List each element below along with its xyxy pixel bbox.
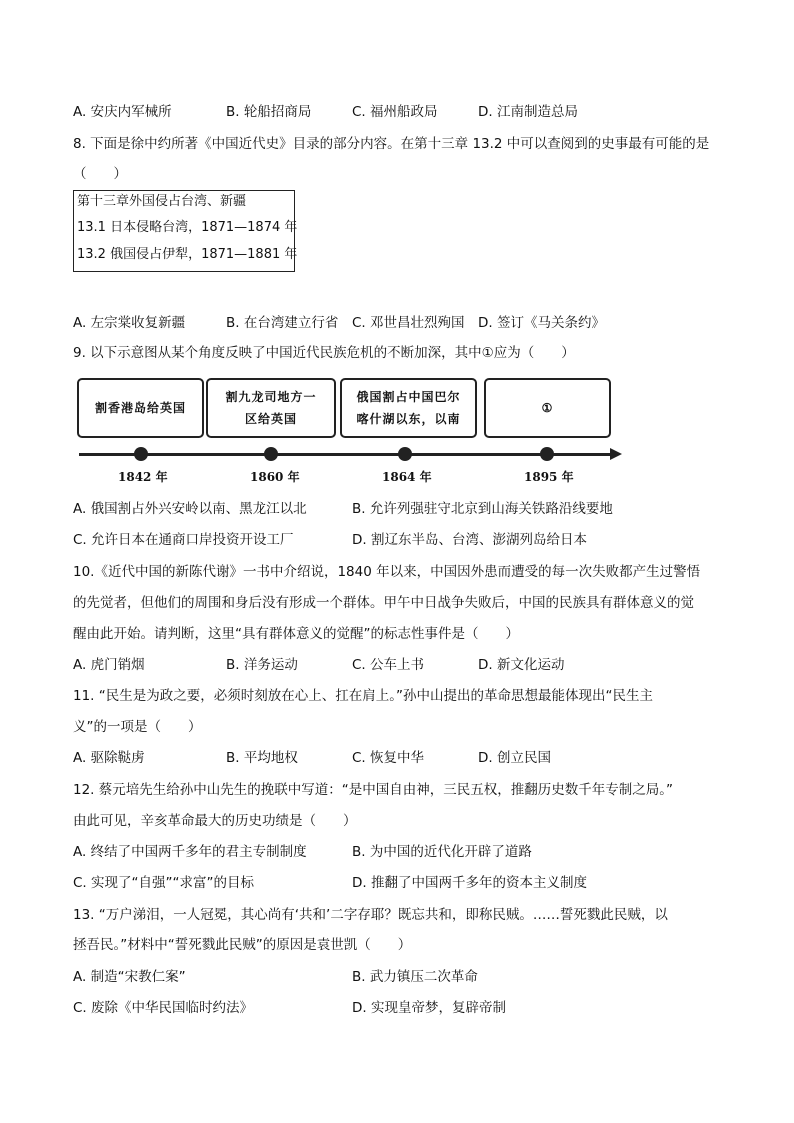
q9-option-a[interactable]: A. 俄国割占外兴安岭以南、黑龙江以北 [73,501,307,517]
timeline-dot-1864 [398,447,412,461]
q9-option-c[interactable]: C. 允许日本在通商口岸投资开设工厂 [73,532,294,548]
q10-stem-line-3: 醒由此开始。请判断，这里“具有群体意义的觉醒”的标志性事件是（ ） [73,626,519,642]
timeline-box-1864: 俄国割占中国巴尔 喀什湖以东，以南 [340,378,477,438]
q13-option-d[interactable]: D. 实现皇帝梦，复辟帝制 [352,1000,506,1016]
q10-option-b[interactable]: B. 洋务运动 [226,657,298,673]
q10-stem-line-1: 10.《近代中国的新陈代谢》一书中介绍说，1840 年以来，中国因外患而遭受的每一次失败都产生过警悟 [73,564,701,580]
q11-option-c[interactable]: C. 恢复中华 [352,750,425,766]
timeline-box-1860: 割九龙司地方一 区给英国 [206,378,336,438]
q11-option-d[interactable]: D. 创立民国 [478,750,551,766]
timeline-box-1895: ① [484,378,611,438]
timeline-dot-1842 [134,447,148,461]
catalog-chapter-title: 第十三章外国侵占台湾、新疆 [77,194,247,209]
q8-option-b[interactable]: B. 在台湾建立行省 [226,315,339,331]
q10-stem-line-2: 的先觉者，但他们的周围和身后没有形成一个群体。甲午中日战争失败后，中国的民族具有群体意义的觉 [73,595,694,611]
q9-option-d[interactable]: D. 割辽东半岛、台湾、澎湖列岛给日本 [352,532,587,548]
q9-stem: 9. 以下示意图从某个角度反映了中国近代民族危机的不断加深，其中①应为（ ） [73,345,575,361]
q12-option-d[interactable]: D. 推翻了中国两千多年的资本主义制度 [352,875,587,891]
timeline-arrow-icon [610,448,622,460]
q12-stem-line-1: 12. 蔡元培先生给孙中山先生的挽联中写道：“是中国自由神，三民五权，推翻历史数千年专制之局。” [73,782,673,798]
q11-stem-line-1: 11. “民生是为政之要，必须时刻放在心上、扛在肩上。”孙中山提出的革命思想最能体现出“民生主 [73,688,653,704]
timeline-axis [79,453,614,456]
q11-option-b[interactable]: B. 平均地权 [226,750,298,766]
timeline-dot-1895 [540,447,554,461]
q10-option-d[interactable]: D. 新文化运动 [478,657,565,673]
q9-option-b[interactable]: B. 允许列强驻守北京到山海关铁路沿线要地 [352,501,613,517]
timeline-year-1864: 1864 年 [382,470,432,484]
q7-option-c[interactable]: C. 福州船政局 [352,104,438,120]
timeline-year-1860: 1860 年 [250,470,300,484]
q10-option-a[interactable]: A. 虎门销烟 [73,657,145,673]
q7-option-d[interactable]: D. 江南制造总局 [478,104,578,120]
q12-option-a[interactable]: A. 终结了中国两千多年的君主专制制度 [73,844,307,860]
q8-catalog-box [73,190,298,272]
q12-option-b[interactable]: B. 为中国的近代化开辟了道路 [352,844,532,860]
q12-stem-line-2: 由此可见，辛亥革命最大的历史功绩是（ ） [73,813,357,829]
q10-option-c[interactable]: C. 公车上书 [352,657,425,673]
q13-stem-line-1: 13. “万户涕泪，一人冠冕，其心尚有‘共和’二字存耶？既忘共和，即称民贼。……誓死戮此民贼，以 [73,907,668,923]
q13-option-a[interactable]: A. 制造“宋教仁案” [73,969,186,985]
q11-option-a[interactable]: A. 驱除鞑虏 [73,750,145,766]
q7-option-b[interactable]: B. 轮船招商局 [226,104,312,120]
q12-option-c[interactable]: C. 实现了“自强”“求富”的目标 [73,875,254,891]
q13-stem-line-2: 拯吾民。”材料中“誓死戮此民贼”的原因是袁世凯（ ） [73,937,412,953]
catalog-section-13-2: 13.2 俄国侵占伊犁，1871—1881 年 [77,247,298,262]
q8-stem: 8. 下面是徐中约所著《中国近代史》目录的部分内容。在第十三章 13.2 中可以查阅到的史事最有可能的是 [73,136,710,152]
timeline-year-1895: 1895 年 [524,470,574,484]
timeline-dot-1860 [264,447,278,461]
q8-option-c[interactable]: C. 邓世昌壮烈殉国 [352,315,465,331]
q9-timeline-diagram [74,378,634,488]
timeline-year-1842: 1842 年 [118,470,168,484]
q8-option-a[interactable]: A. 左宗棠收复新疆 [73,315,186,331]
q8-answer-paren: （ ） [73,166,127,182]
q11-stem-line-2: 义”的一项是（ ） [73,719,202,735]
q13-option-b[interactable]: B. 武力镇压二次革命 [352,969,478,985]
q7-option-a[interactable]: A. 安庆内军械所 [73,104,172,120]
timeline-box-1842: 割香港岛给英国 [77,378,204,438]
q13-option-c[interactable]: C. 废除《中华民国临时约法》 [73,1000,254,1016]
q8-option-d[interactable]: D. 签订《马关条约》 [478,315,605,331]
catalog-section-13-1: 13.1 日本侵略台湾，1871—1874 年 [77,220,298,235]
